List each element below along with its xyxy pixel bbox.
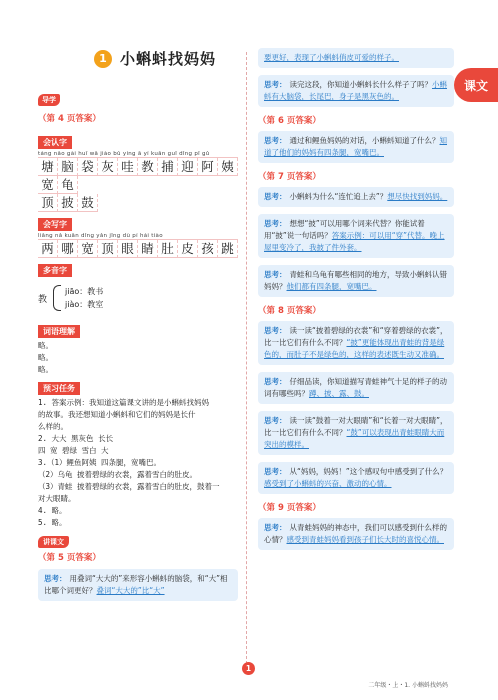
lesson-title-row <box>94 48 238 69</box>
char-cell: 哪 <box>58 240 78 258</box>
think-question: 青蛙和乌龟有哪些相同的地方，导致小蝌蚪认错妈妈？ <box>264 270 447 291</box>
section-huirenzi: 会认字 <box>38 136 72 149</box>
think-box <box>258 187 454 207</box>
think-box <box>258 372 454 404</box>
page-answer-7: （第 7 页答案） <box>258 172 321 182</box>
think-label: 思考： <box>264 377 287 386</box>
char-cell: 龟 <box>58 176 78 194</box>
think-label: 思考： <box>264 416 287 425</box>
page-answer-6: （第 6 页答案） <box>258 116 321 126</box>
char-cell: 两 <box>38 240 58 258</box>
badge-jiangkewen: 讲课文 <box>38 536 69 548</box>
think-box <box>258 321 454 365</box>
char-cell: 肚 <box>158 240 178 258</box>
char-grid-huirenzi-row1 <box>38 157 238 194</box>
think-answer: 答案示例：可以用“穿”代替。晚上屋里变冷了，我披了件外套。 <box>264 231 445 252</box>
lesson-title: 小蝌蚪找妈妈 <box>120 50 217 68</box>
answer-line: 四 宽 碧绿 雪白 大 <box>38 446 109 455</box>
duoyin-item: jiào：教室 <box>65 300 104 309</box>
char-cell: 孩 <box>198 240 218 258</box>
pinyin-huixiezi: liǎnɡ nǎ kuān dǐnɡ yǎn jīnɡ dù pí hái tiào <box>38 233 163 239</box>
think-question: 从“妈妈，妈妈！”这个感叹句中感受到了什么？ <box>289 467 448 476</box>
think-answer: “披”更能体现出青蛙的背是绿色的，而肚子不是绿色的，这样的表述既生动又准确。 <box>264 338 445 359</box>
left-column <box>38 48 238 608</box>
think-answer: 小蝌蚪有大脑袋，长尾巴，身子是黑灰色的。 <box>264 80 447 101</box>
answer-line: 么样的。 <box>38 422 68 431</box>
duoyin-item: jiāo：教书 <box>65 287 104 296</box>
right-column <box>258 48 454 557</box>
think-box-continued <box>258 48 454 68</box>
think-label: 思考： <box>264 136 287 145</box>
char-cell: 脑 <box>58 158 78 176</box>
think-label: 思考： <box>264 523 287 532</box>
think-question: 小蝌蚪为什么“连忙追上去”？ <box>289 192 388 201</box>
char-cell: 捕 <box>158 158 178 176</box>
think-box <box>258 75 454 107</box>
answer-line: （3）青蛙 披着碧绿的衣裳，露着雪白的肚皮，鼓着一 <box>38 482 220 491</box>
char-grid-huirenzi-row2 <box>38 194 238 212</box>
char-grid-huixiezi <box>38 239 238 258</box>
answer-line: 3.（1）鲤鱼阿姨 四条腿，宽嘴巴。 <box>38 458 162 467</box>
section-cihui: 词语理解 <box>38 325 80 338</box>
char-cell: 阿 <box>198 158 218 176</box>
think-question: 仔细品读，你知道描写青蛙神气十足的样子的动词有哪些吗？ <box>264 377 447 398</box>
think-box <box>258 131 454 163</box>
answer-line: 对大眼睛。 <box>38 494 76 503</box>
section-yuxi: 预习任务 <box>38 382 80 395</box>
think-question: 从青蛙妈妈的神态中，我们可以感受到什么样的心情？ <box>264 523 447 544</box>
think-box <box>258 411 454 455</box>
cihui-line: 略。 <box>38 365 53 374</box>
think-box <box>258 462 454 494</box>
think-label: 思考： <box>264 270 287 279</box>
char-cell: 皮 <box>178 240 198 258</box>
cihui-line: 略。 <box>38 341 53 350</box>
think-question: 用叠词“大大的”来形容小蝌蚪的脑袋，和“大”相比哪个词更好？ <box>44 574 228 595</box>
char-cell: 灰 <box>98 158 118 176</box>
char-cell: 塘 <box>38 158 58 176</box>
lesson-number: 1 <box>94 50 112 68</box>
think-label: 思考： <box>264 192 287 201</box>
char-cell: 哇 <box>118 158 138 176</box>
think-label: 思考： <box>264 467 287 476</box>
footer-text: 二年级・上・1. 小蝌蚪找妈妈 <box>368 682 448 689</box>
char-cell: 宽 <box>78 240 98 258</box>
char-cell: 顶 <box>38 194 58 212</box>
char-cell: 睛 <box>138 240 158 258</box>
think-label: 思考： <box>44 574 67 583</box>
think-answer: 蹲、披、露、鼓。 <box>309 389 369 398</box>
column-divider <box>246 52 247 664</box>
answer-line: 1. 答案示例：我知道这篇课文讲的是小蝌蚪找妈妈 <box>38 398 210 407</box>
char-cell: 眼 <box>118 240 138 258</box>
duoyin-block <box>38 283 238 313</box>
think-question: 读完这段，你知道小蝌蚪长什么样子了吗？ <box>289 80 432 89</box>
think-label: 思考： <box>264 219 287 228</box>
char-cell: 姨 <box>218 158 238 176</box>
think-answer: 叠词“大大的”比“大” <box>96 586 165 595</box>
char-cell: 袋 <box>78 158 98 176</box>
think-box <box>258 214 454 258</box>
pinyin-huirenzi: táng nǎo ɡài huī wā jiào bǔ yínɡ ā yí kuān ɡuī dǐnɡ pī ɡǔ <box>38 151 210 157</box>
think-question: 通过和鲤鱼妈妈的对话，小蝌蚪知道了什么？ <box>289 136 440 145</box>
duoyin-root: 教 <box>38 294 48 305</box>
think-box <box>38 569 238 601</box>
section-huixiezi: 会写字 <box>38 218 72 231</box>
page-answer-9: （第 9 页答案） <box>258 503 321 513</box>
think-answer: 他们都有四条腿，宽嘴巴。 <box>286 282 377 291</box>
page-number: 1 <box>242 662 255 675</box>
section-tab-kewen[interactable]: 课文 <box>454 68 498 102</box>
answer-line: 2. 大大 黑灰色 长长 <box>38 434 114 443</box>
think-box <box>258 265 454 297</box>
answer-line: 的故事。我还想知道小蝌蚪和它们的妈妈是长什 <box>38 410 196 419</box>
answer-line: 4. 略。 <box>38 506 67 515</box>
think-label: 思考： <box>264 80 287 89</box>
char-cell: 迎 <box>178 158 198 176</box>
think-answer: 要更好，表现了小蝌蚪俏皮可爱的样子。 <box>264 53 399 62</box>
think-question: 想想“披”可以用哪个词来代替？你能试着用“披”说一句话吗？ <box>264 219 425 240</box>
section-duoyin: 多音字 <box>38 264 72 277</box>
think-question: 读一读“鼓着一对大眼睛”和“长着一对大眼睛”，比一比它们有什么不同？ <box>264 416 448 437</box>
think-answer: 知道了他们的妈妈有四条腿，宽嘴巴。 <box>264 136 447 157</box>
char-cell: 披 <box>58 194 78 212</box>
badge-daoxue: 导学 <box>38 94 60 106</box>
think-answer: “鼓”可以表现出青蛙眼睛大而突出的模样。 <box>264 428 445 449</box>
page-answer-8: （第 8 页答案） <box>258 306 321 316</box>
answer-line: （2）乌龟 披着碧绿的衣裳，露着雪白的肚皮。 <box>38 470 198 479</box>
char-cell: 顶 <box>98 240 118 258</box>
cihui-line: 略。 <box>38 353 53 362</box>
page-answer-4: （第 4 页答案） <box>38 114 101 124</box>
think-answer: 感受到了小蝌蚪的兴奋、激动的心情。 <box>264 479 392 488</box>
char-cell: 跳 <box>218 240 238 258</box>
think-box <box>258 518 454 550</box>
think-answer: 感受到青蛙妈妈看到孩子们长大时的喜悦心情。 <box>286 535 444 544</box>
answer-line: 5. 略。 <box>38 518 67 527</box>
page-answer-5: （第 5 页答案） <box>38 553 101 563</box>
think-answer: 想尽快找到妈妈。 <box>387 192 448 201</box>
char-cell: 宽 <box>38 176 58 194</box>
think-question: 读一读“披着碧绿的衣裳”和“穿着碧绿的衣裳”，比一比它们有什么不同？ <box>264 326 448 347</box>
char-cell: 教 <box>138 158 158 176</box>
think-label: 思考： <box>264 326 287 335</box>
char-cell: 鼓 <box>78 194 98 212</box>
brace-icon <box>53 285 61 311</box>
duoyin-items <box>65 285 103 311</box>
cihui-lines <box>38 340 238 376</box>
yuxi-answers <box>38 397 238 529</box>
